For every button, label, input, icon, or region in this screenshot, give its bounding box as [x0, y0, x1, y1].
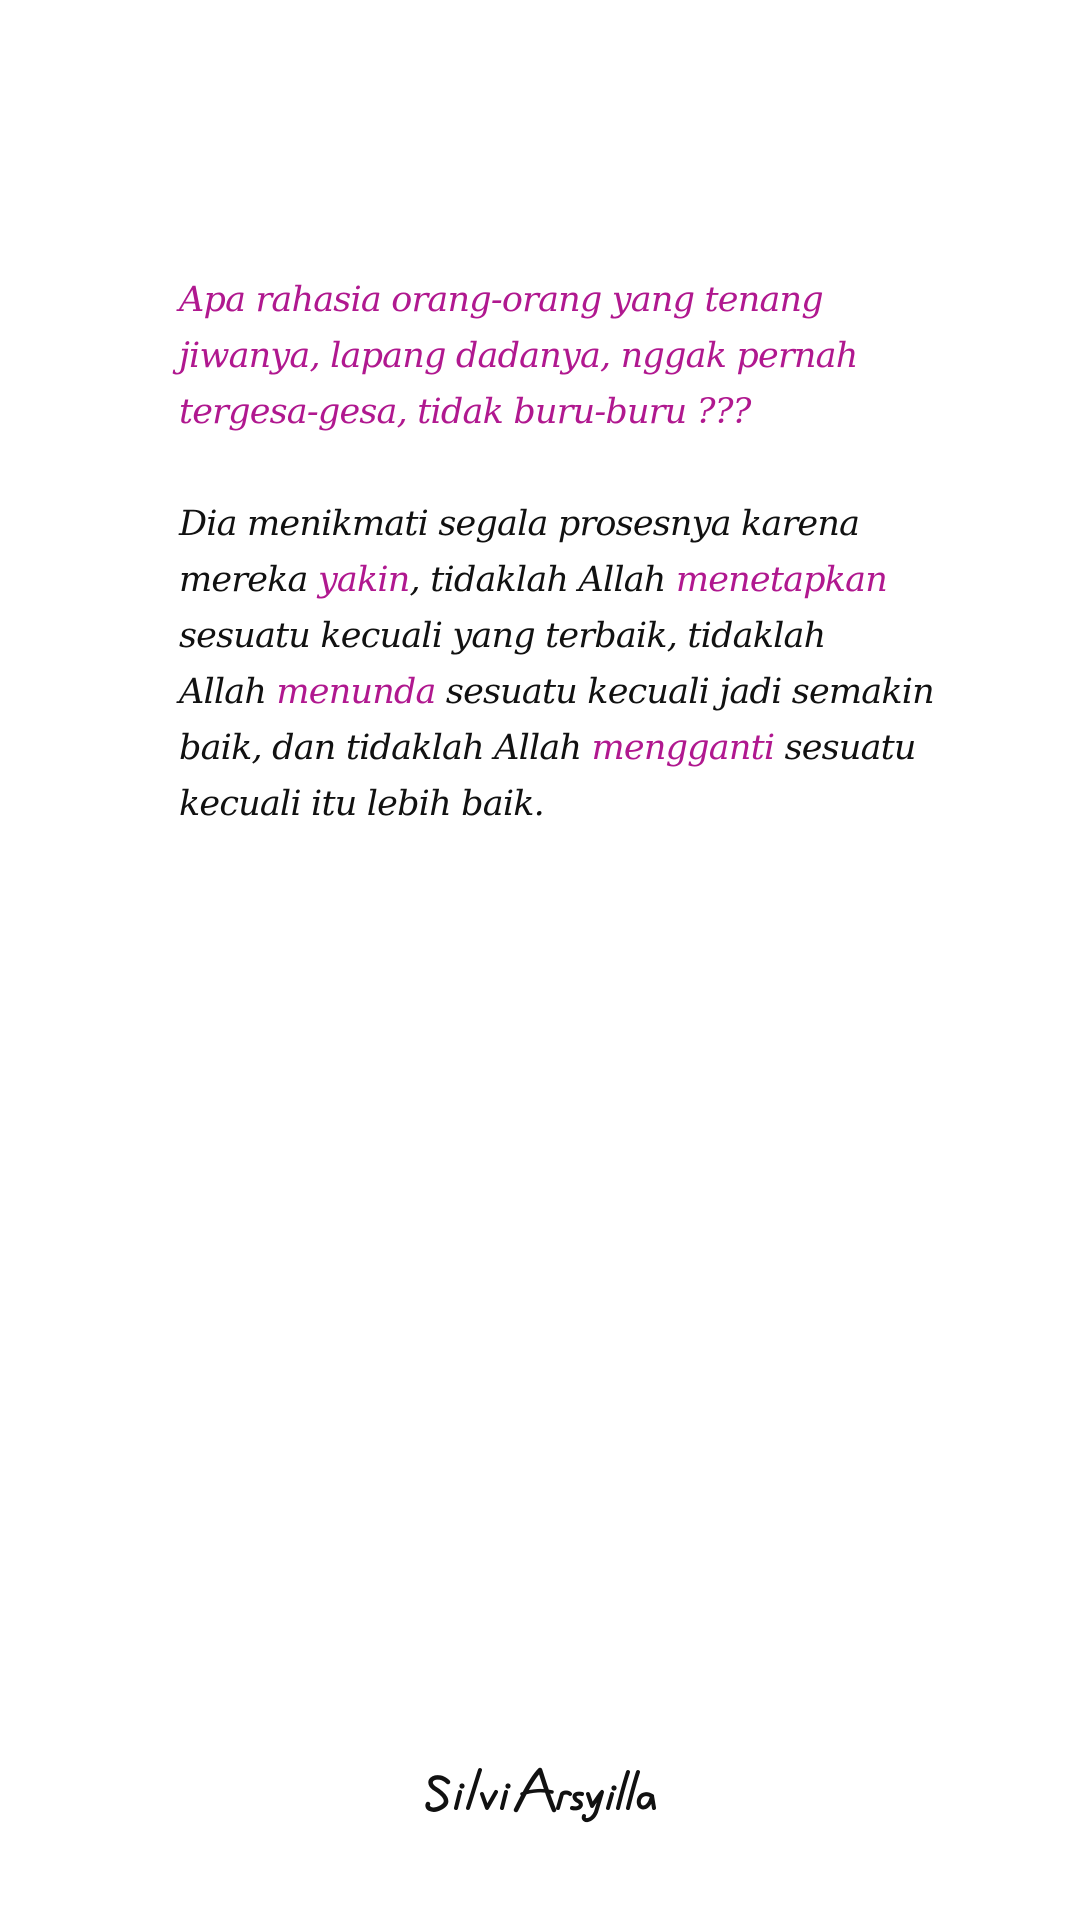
answer-text: sesuatu: [774, 728, 916, 768]
question-line: tergesa-gesa, tidak buru-buru ???: [179, 392, 751, 432]
answer-text: sesuatu kecuali jadi semakin: [435, 672, 934, 712]
answer-line: [179, 664, 959, 720]
quote-text-block: [179, 272, 959, 832]
highlight-word: menunda: [276, 672, 436, 712]
answer-line: Dia menikmati segala prosesnya karena: [179, 504, 860, 544]
signature-logo: [0, 1748, 1080, 1828]
highlight-word: menetapkan: [675, 560, 887, 600]
answer-line: [179, 720, 959, 776]
signature-mark: [420, 1748, 660, 1828]
answer-paragraph: [179, 496, 959, 832]
highlight-word: yakin: [317, 560, 410, 600]
answer-text: baik, dan tidaklah Allah: [179, 728, 592, 768]
answer-line: sesuatu kecuali yang terbaik, tidaklah: [179, 616, 826, 656]
answer-line: [179, 552, 959, 608]
answer-text: , tidaklah Allah: [409, 560, 676, 600]
question-line: jiwanya, lapang dadanya, nggak pernah: [179, 336, 858, 376]
answer-text: mereka: [179, 560, 318, 600]
question-line: Apa rahasia orang-orang yang tenang: [179, 280, 823, 320]
highlight-word: mengganti: [591, 728, 775, 768]
question-paragraph: [179, 272, 959, 440]
answer-line: kecuali itu lebih baik.: [179, 784, 544, 824]
answer-text: Allah: [179, 672, 277, 712]
